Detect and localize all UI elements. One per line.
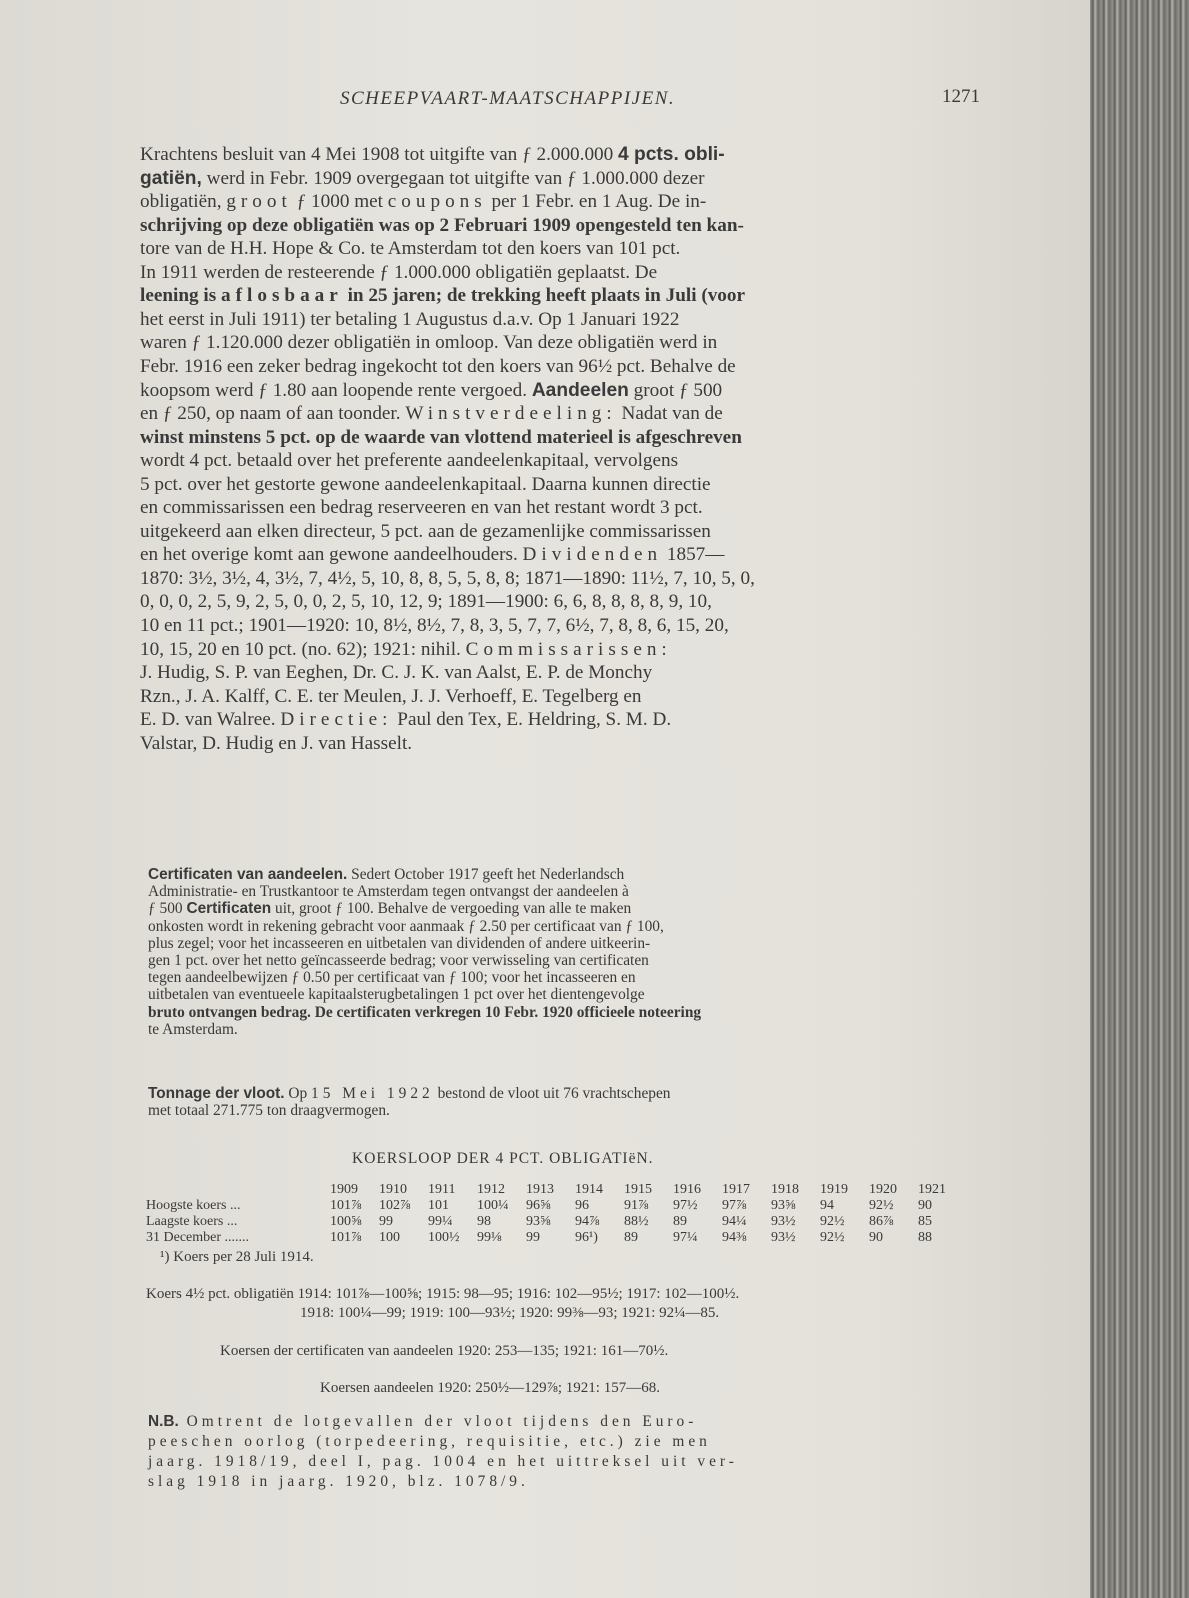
text-line — [140, 332, 717, 354]
text-run: wordt 4 pct. betaald over het preferente aandeelenkapitaal, vervolgens — [140, 450, 679, 472]
table-footnote: ¹) Koers per 28 Juli 1914. — [160, 1249, 314, 1265]
text-run: Aandeelen — [531, 379, 629, 401]
table-cell: 99 — [526, 1230, 540, 1245]
text-run: waren ƒ 1.120.000 dezer obligatiën in omloop. Van deze obligatiën werd in — [140, 332, 718, 354]
text-line — [140, 474, 711, 496]
text-run: groot — [226, 191, 292, 213]
table-cell: 96 — [575, 1198, 589, 1213]
book-page-edges — [1090, 0, 1189, 1598]
table-cell: 91⅞ — [624, 1198, 649, 1213]
table-cell: 92½ — [869, 1198, 894, 1213]
text-run: 1870: 3½, 3½, 4, 3½, 7, 4½, 5, 10, 8, 8, 5, 5, 8, 8; 1871—1890: 11½, 7, 10, 5, 0, — [140, 567, 755, 589]
table-cell: 96¹) — [575, 1230, 598, 1245]
text-line — [148, 1433, 711, 1450]
text-run: 10 en 11 pct.; 1901—1920: 10, 8½, 8½, 7, 8, 3, 5, 7, 7, 6½, 7, 8, 8, 6, 15, 20, — [140, 615, 729, 636]
table-cell: 100⅝ — [330, 1214, 362, 1229]
year-header: 1918 — [771, 1182, 799, 1197]
row-label: Laagste koers ... — [146, 1214, 238, 1229]
text-run: 10, 15, 20 en 10 pct. (no. 62); 1921: nihil. — [140, 638, 466, 660]
table-cell: 93½ — [771, 1230, 796, 1245]
text-run: te Amsterdam. — [148, 1020, 238, 1038]
text-run: Paul den Tex, E. Heldring, S. M. D. — [392, 709, 672, 731]
table-cell: 101⅞ — [330, 1198, 362, 1213]
table-cell: 94¼ — [722, 1214, 747, 1229]
table-cell: 85 — [918, 1214, 932, 1229]
text-run: Winstverdeeling: — [405, 403, 617, 425]
text-line — [140, 709, 671, 731]
table-cell: 93⅝ — [526, 1214, 551, 1229]
text-line — [140, 450, 678, 472]
text-run: en ƒ 250, op naam of aan toonder. — [140, 403, 406, 425]
table-title: KOERSLOOP DER 4 PCT. OBLIGATIëN. — [352, 1150, 654, 1167]
table-cell: 96⅝ — [526, 1198, 551, 1213]
text-run: en commissarissen een bedrag reserveeren en van het restant wordt 3 pct. — [140, 497, 703, 519]
text-line — [140, 144, 725, 166]
text-line — [140, 686, 642, 708]
year-header: 1911 — [428, 1182, 456, 1197]
table-cell: 89 — [624, 1230, 638, 1245]
text-run: ƒ 500 — [148, 900, 187, 918]
text-run: 15 Mei 1922 — [311, 1085, 434, 1102]
table-cell: 97⅞ — [722, 1198, 747, 1213]
text-line — [140, 215, 744, 237]
year-header: 1912 — [477, 1182, 505, 1197]
year-header: 1916 — [673, 1182, 701, 1197]
text-run: coupons — [387, 191, 487, 213]
text-run: gen 1 pct. over het netto geïncasseerde bedrag; voor verwisseling van certificaten — [148, 952, 649, 969]
text-line — [148, 900, 631, 917]
year-header: 1910 — [379, 1182, 407, 1197]
text-line — [148, 1102, 390, 1119]
text-run: Directie: — [280, 709, 393, 731]
text-line — [140, 591, 712, 613]
year-header: 1914 — [575, 1182, 603, 1197]
text-run: gatiën, — [140, 167, 202, 189]
table-cell: 99 — [379, 1214, 393, 1229]
text-run: Dividenden — [522, 544, 663, 566]
running-title: SCHEEPVAART-MAATSCHAPPIJEN. — [340, 88, 676, 109]
year-header: 1917 — [722, 1182, 750, 1197]
text-line — [148, 1453, 738, 1470]
text-run: Certificaten — [186, 900, 272, 918]
text-run: per 1 Febr. en 1 Aug. De in- — [486, 191, 707, 213]
text-line — [140, 191, 706, 213]
text-run: Administratie- en Trustkantoor te Amsterdam tegen ontvangst der aandeelen à — [148, 883, 629, 901]
year-header: 1920 — [869, 1182, 897, 1197]
text-line — [148, 1004, 701, 1021]
text-line — [140, 639, 672, 661]
table-cell: 94 — [820, 1198, 834, 1213]
text-line — [140, 168, 705, 190]
text-line — [140, 662, 652, 684]
text-line — [148, 969, 636, 986]
text-run: jaarg. 1918/19, deel I, pag. 1004 en het uittreksel uit ver- — [148, 1453, 738, 1470]
table-cell: 86⅞ — [869, 1214, 894, 1229]
text-line — [148, 1473, 529, 1490]
text-line — [140, 568, 755, 590]
table-cell: 98 — [477, 1214, 491, 1229]
year-header: 1909 — [330, 1182, 358, 1197]
table-cell: 90 — [869, 1230, 883, 1245]
table-cell: 97¼ — [673, 1230, 698, 1245]
text-line — [148, 1413, 697, 1430]
text-line — [148, 1021, 238, 1038]
text-run: schrijving op deze obligatiën was op 2 Februari 1909 opengesteld ten kan- — [140, 214, 744, 236]
text-run: In 1911 werden de resteerende ƒ 1.000.000 obligatiën geplaatst. De — [140, 261, 658, 283]
text-run: plus zegel; voor het incasseeren en uitbetalen van dividenden of andere uitkeerin- — [148, 934, 651, 952]
table-row — [146, 1214, 967, 1230]
text-run: E. D. van Walree. — [140, 709, 281, 731]
page-number: 1271 — [942, 86, 980, 107]
row-label: 31 December ....... — [146, 1230, 250, 1245]
text-line — [148, 883, 629, 900]
koersen-aandeelen: Koersen aandeelen 1920: 250½—129⅞; 1921: 157—68. — [320, 1380, 660, 1396]
text-run: leening is — [140, 285, 222, 307]
text-run: Febr. 1916 een zeker bedrag ingekocht tot den koers van 96½ pct. Behalve de — [140, 355, 736, 377]
text-run: uit, groot ƒ 100. Behalve de vergoeding van alle te maken — [271, 900, 632, 918]
year-header: 1913 — [526, 1182, 554, 1197]
table-cell: 94⅜ — [722, 1230, 747, 1245]
text-run: bestond de vloot uit 76 vrachtschepen — [433, 1085, 671, 1102]
text-run: onkosten wordt in rekening gebracht voor aanmaak ƒ 2.50 per certificaat van ƒ 100, — [148, 917, 664, 935]
text-run: 5 pct. over het gestorte gewone aandeelenkapitaal. Daarna kunnen directie — [140, 473, 711, 495]
text-run: 4 pcts. obli- — [618, 144, 725, 165]
text-run: 0, 0, 0, 2, 5, 9, 2, 5, 0, 0, 2, 5, 10, 12, 9; 1891—1900: 6, 6, 8, 8, 8, 8, 9, 10, — [140, 591, 712, 613]
text-line — [140, 427, 742, 449]
table-cell: 100 — [379, 1230, 400, 1245]
text-run: in 25 jaren; de trekking heeft plaats in Juli (voor — [342, 285, 746, 307]
table-cell: 92½ — [820, 1230, 845, 1245]
text-run: N.B. — [148, 1413, 179, 1430]
table-cell: 92½ — [820, 1214, 845, 1229]
text-run: Valstar, D. Hudig en J. van Hasselt. — [140, 732, 413, 754]
text-run: 2.000.000 — [531, 144, 619, 165]
row-label: Hoogste koers ... — [146, 1198, 241, 1213]
koersen-45-line2: 1918: 100¼—99; 1919: 100—93½; 1920: 99⅜—93; 1921: 92¼—85. — [300, 1305, 720, 1321]
text-line — [140, 356, 736, 378]
text-line — [140, 544, 724, 566]
text-run: uitbetalen van eventueele kapitaalsterugbetalingen 1 pct over het dientengevolge — [148, 986, 645, 1004]
table-header-row — [146, 1182, 967, 1198]
text-line — [148, 952, 649, 969]
text-run: winst minstens 5 pct. op de waarde van vlottend materieel is afgeschreven — [140, 426, 742, 448]
text-run: tegen aandeelbewijzen ƒ 0.50 per certificaat van ƒ 100; voor het incasseeren en — [148, 969, 636, 987]
text-run: Krachtens besluit van 4 Mei 1908 tot uitgifte van — [140, 144, 523, 165]
table-cell: 93½ — [771, 1214, 796, 1229]
text-run: Nadat van de — [616, 403, 723, 425]
text-line — [140, 262, 657, 284]
table-cell: 100½ — [428, 1230, 460, 1245]
text-line — [148, 935, 650, 952]
text-line — [148, 986, 645, 1003]
text-line — [140, 497, 703, 519]
text-run: Commissarissen: — [465, 638, 672, 660]
table-cell: 101 — [428, 1198, 449, 1213]
table-cell: 88½ — [624, 1214, 649, 1229]
text-run: aflosbaar — [221, 285, 343, 307]
table-cell: 99¼ — [428, 1214, 453, 1229]
text-line — [148, 866, 624, 883]
table-row — [146, 1230, 967, 1246]
text-run: 1857— — [662, 544, 725, 566]
text-line — [140, 733, 412, 755]
table-cell: 88 — [918, 1230, 932, 1245]
text-run: het eerst in Juli 1911) ter betaling 1 Augustus d.a.v. Op 1 Januari 1922 — [140, 308, 680, 330]
text-line — [140, 403, 723, 425]
table-cell: 101⅞ — [330, 1230, 362, 1245]
text-run: uitgekeerd aan elken directeur, 5 pct. aan de gezamenlijke commissarissen — [140, 520, 711, 542]
koersloop-table — [146, 1182, 967, 1246]
text-line — [140, 238, 680, 260]
text-line — [140, 615, 729, 637]
text-run: tore van de H.H. Hope & Co. te Amsterdam tot den koers van 101 pct. — [140, 238, 681, 260]
text-run: Op — [284, 1085, 312, 1102]
table-cell: 90 — [918, 1198, 932, 1213]
table-cell: 89 — [673, 1214, 687, 1229]
text-run: Rzn., J. A. Kalff, C. E. ter Meulen, J. J. Verhoeff, E. Tegelberg en — [140, 685, 642, 707]
text-run: Omtrent de lotgevallen der vloot tijdens den Euro- — [178, 1413, 698, 1430]
text-run: slag 1918 in jaarg. 1920, blz. 1078/9. — [148, 1473, 529, 1490]
text-run: obligatiën, — [140, 191, 227, 213]
table-row — [146, 1198, 967, 1214]
text-line — [140, 521, 711, 543]
year-header: 1915 — [624, 1182, 652, 1197]
text-run: bruto ontvangen bedrag. De certificaten verkregen 10 Febr. 1920 officieele noteering — [148, 1003, 702, 1021]
text-line — [148, 1085, 671, 1102]
table-cell: 99⅛ — [477, 1230, 502, 1245]
text-run: ƒ — [522, 144, 532, 165]
text-run: ƒ 1000 met — [291, 191, 388, 213]
koersen-45-line1: Koers 4½ pct. obligatiën 1914: 101⅞—100⅝; 1915: 98—95; 1916: 102—95½; 1917: 102—100½. — [146, 1286, 740, 1302]
koersen-certificaten: Koersen der certificaten van aandeelen 1920: 253—135; 1921: 161—70½. — [220, 1343, 669, 1359]
text-line — [140, 380, 722, 402]
table-cell: 97½ — [673, 1198, 698, 1213]
year-header: 1921 — [918, 1182, 946, 1197]
text-run: peeschen oorlog (torpedeering, requisitie, etc.) zie men — [148, 1433, 711, 1450]
table-cell: 93⅝ — [771, 1198, 796, 1213]
text-line — [140, 285, 745, 307]
table-cell: 100¼ — [477, 1198, 509, 1213]
text-run: Certificaten van aandeelen. — [148, 866, 348, 883]
text-line — [148, 918, 664, 935]
text-run: J. Hudig, S. P. van Eeghen, Dr. C. J. K. van Aalst, E. P. de Monchy — [140, 662, 653, 684]
table-cell: 102⅞ — [379, 1198, 411, 1213]
text-run: Sedert October 1917 geeft het Nederlandsch — [347, 866, 625, 883]
year-header: 1919 — [820, 1182, 848, 1197]
table-cell: 94⅞ — [575, 1214, 600, 1229]
text-run: met totaal 271.775 ton draagvermogen. — [148, 1102, 390, 1120]
text-run: en het overige komt aan gewone aandeelhouders. — [140, 544, 523, 566]
text-line — [140, 309, 679, 331]
text-run: groot ƒ 500 — [628, 379, 723, 401]
text-run: werd in Febr. 1909 overgegaan tot uitgifte van ƒ 1.000.000 dezer — [201, 167, 705, 189]
text-run: koopsom werd ƒ 1.80 aan loopende rente vergoed. — [140, 379, 532, 401]
text-run: Tonnage der vloot. — [148, 1085, 285, 1102]
